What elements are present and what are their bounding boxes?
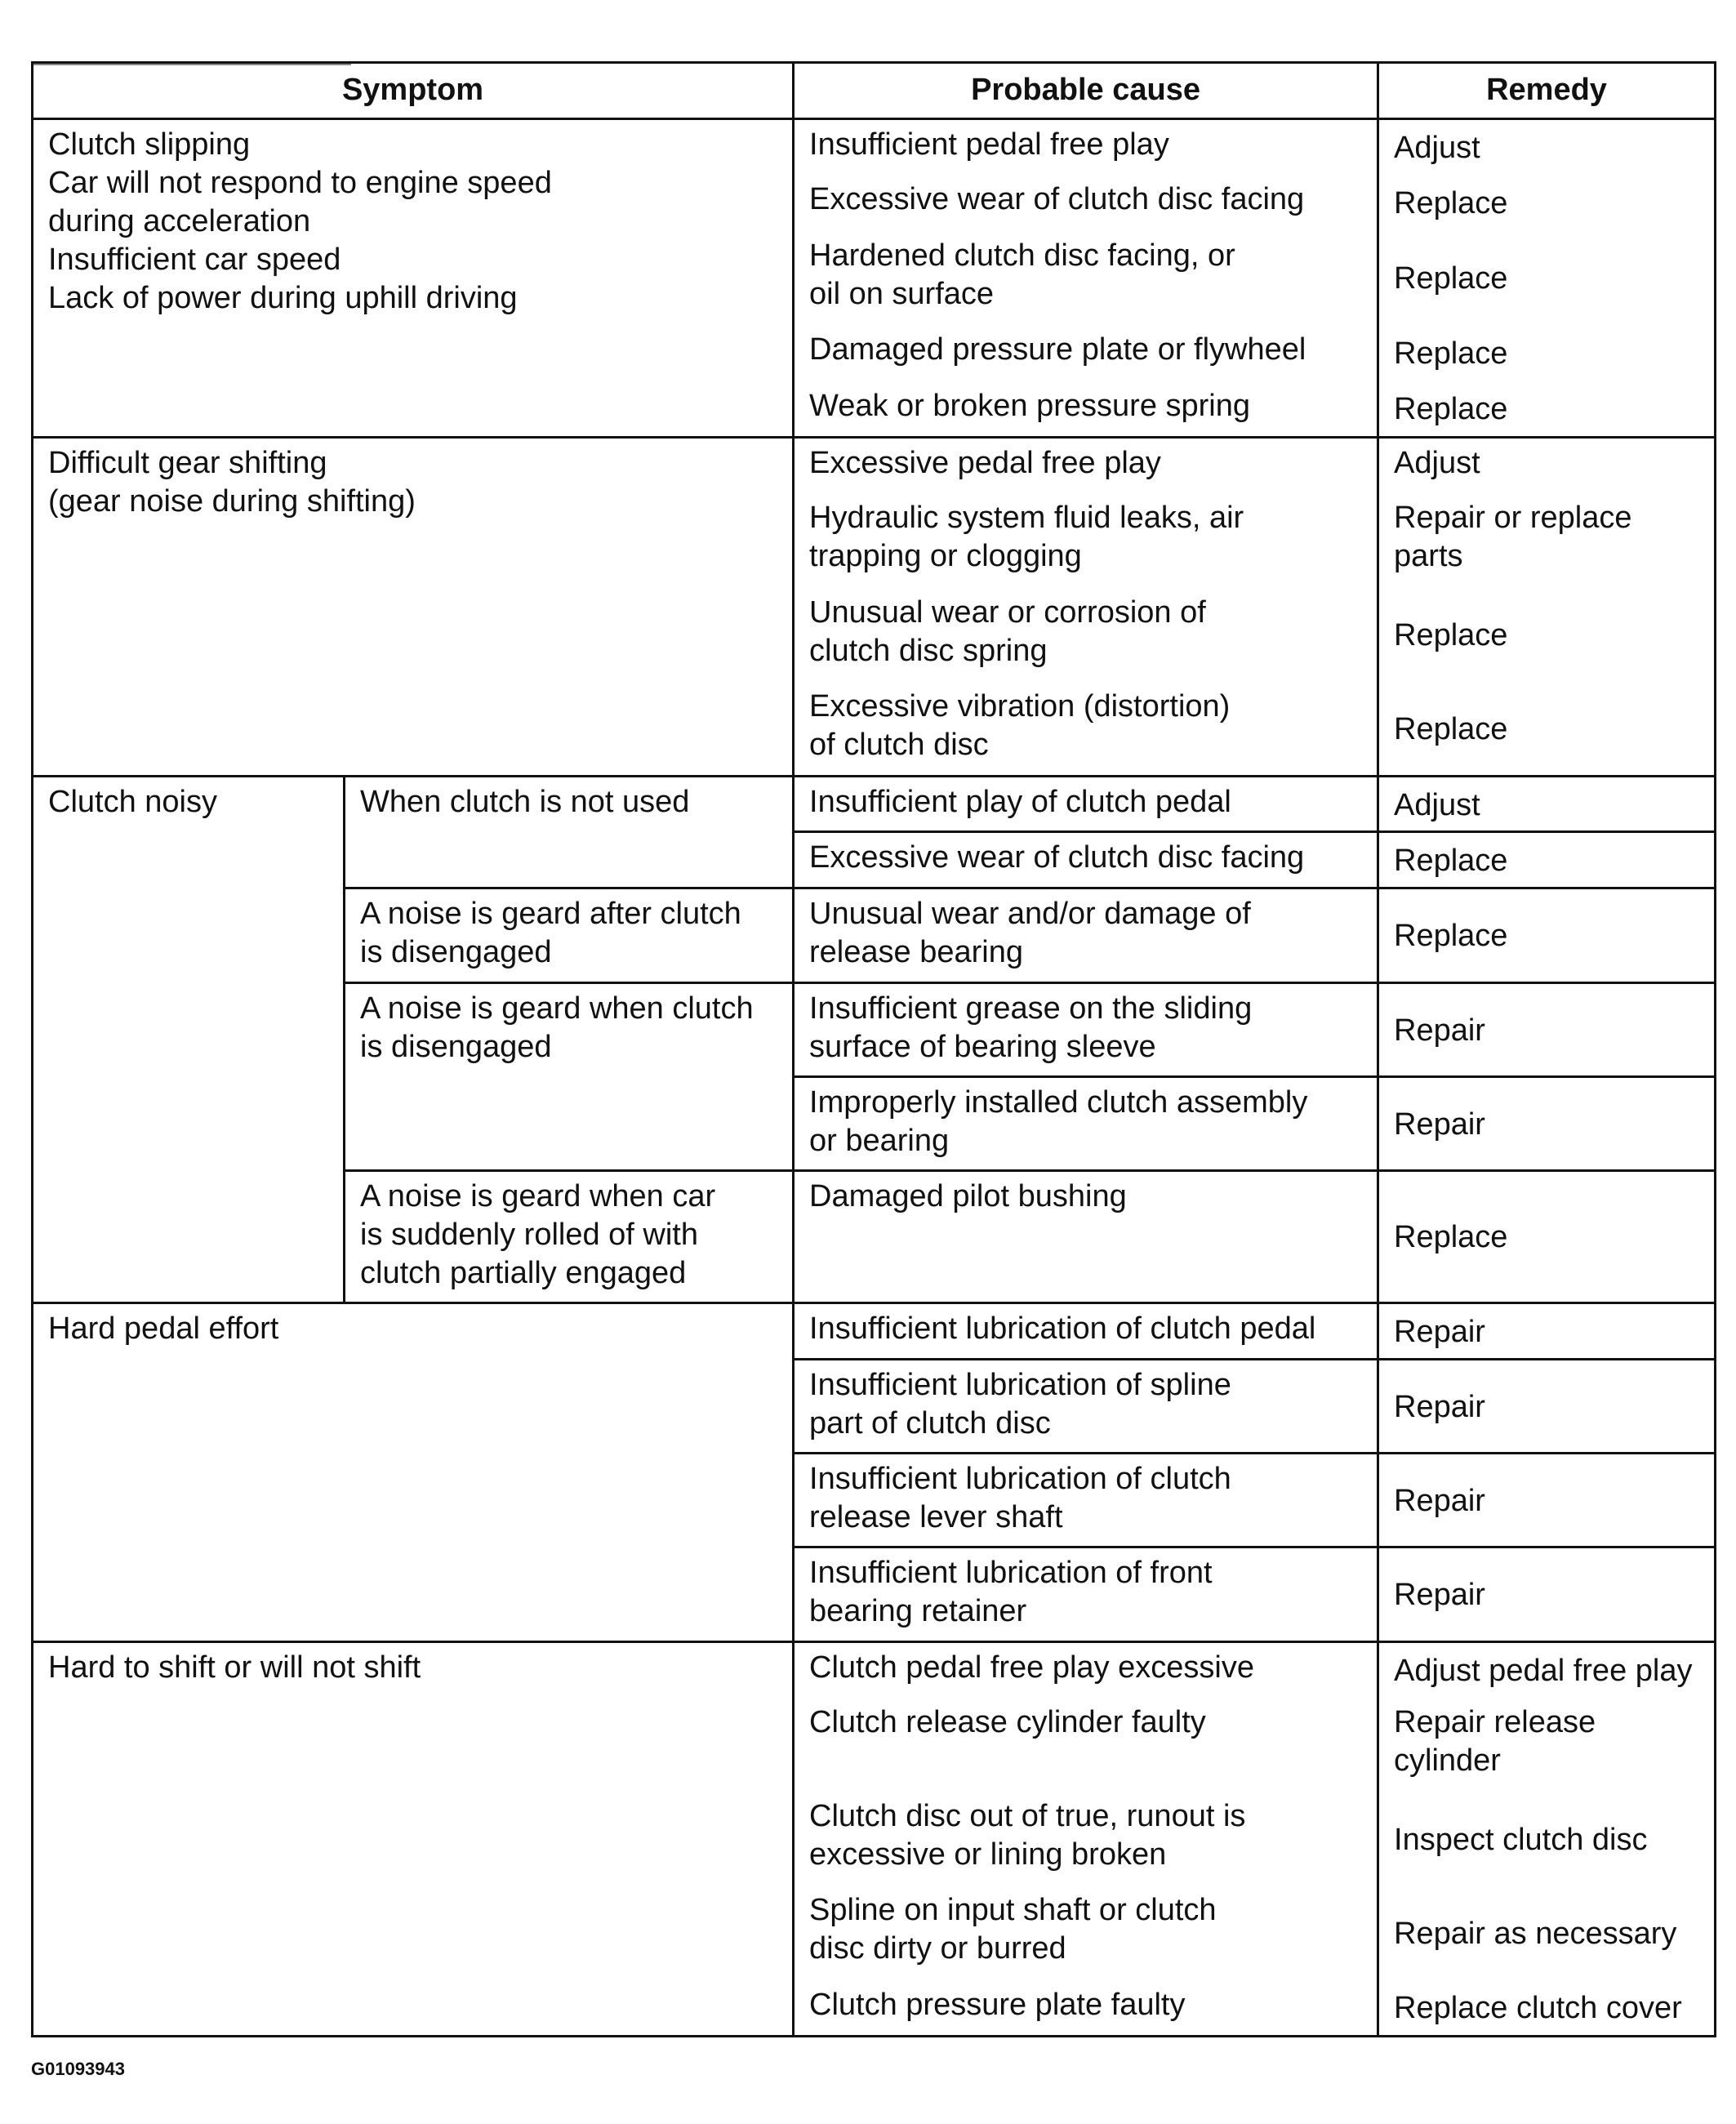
symptom-clutch-slipping: Clutch slipping Car will not respond to engine speed during acceleration Insufficient car speed Lack of power during uphill driving [33,118,794,437]
symptom-clutch-noisy: Clutch noisy [33,776,345,1302]
remedy-cell: Repair [1378,1359,1716,1453]
cause-cell: Weak or broken pressure spring [794,381,1378,438]
table-row [33,118,1716,175]
cause-cell: Excessive wear of clutch disc facing [794,175,1378,231]
cause-cell: Unusual wear or corrosion of clutch disc spring [794,588,1378,682]
remedy-cell: Replace [1378,682,1716,776]
figure-code: G01093943 [31,2059,125,2079]
header-row [33,63,1716,119]
remedy-cell: Replace [1378,832,1716,888]
remedy-cell: Adjust [1378,776,1716,832]
cause-cell: Insufficient lubrication of front bearing retainer [794,1547,1378,1641]
header-symptom: Symptom [33,63,794,119]
remedy-cell: Replace [1378,325,1716,381]
remedy-cell: Repair [1378,1547,1716,1641]
remedy-cell: Replace [1378,231,1716,325]
remedy-cell: Replace [1378,1171,1716,1303]
remedy-cell: Replace [1378,175,1716,231]
header-remedy: Remedy [1378,63,1716,119]
cause-cell: Damaged pressure plate or flywheel [794,325,1378,381]
cause-cell: Hydraulic system fluid leaks, air trapping or clogging [794,493,1378,587]
cause-cell: Insufficient play of clutch pedal [794,776,1378,832]
cause-cell: Insufficient lubrication of clutch release lever shaft [794,1453,1378,1547]
cause-cell: Clutch release cylinder faulty [794,1698,1378,1792]
cause-cell: Damaged pilot bushing [794,1171,1378,1303]
remedy-cell: Replace [1378,888,1716,982]
remedy-cell: Repair [1378,1076,1716,1170]
remedy-cell: Replace [1378,588,1716,682]
remedy-cell: Repair [1378,982,1716,1076]
header-probable-cause: Probable cause [794,63,1378,119]
remedy-cell: Replace [1378,381,1716,438]
table-row [33,438,1716,494]
cause-cell: Excessive vibration (distortion) of clutch disc [794,682,1378,776]
cause-cell: Excessive pedal free play [794,438,1378,494]
cause-cell: Clutch pedal free play excessive [794,1641,1378,1698]
remedy-cell: Repair [1378,1453,1716,1547]
symptom-hard-pedal-effort: Hard pedal effort [33,1302,794,1641]
table-row [33,1302,1716,1359]
cause-cell: Improperly installed clutch assembly or bearing [794,1076,1378,1170]
symptom-difficult-gear-shifting: Difficult gear shifting (gear noise during shifting) [33,438,794,777]
remedy-cell: Repair or replace parts [1378,493,1716,587]
condition-cell: A noise is geard when car is suddenly rolled of with clutch partially engaged [345,1171,794,1303]
remedy-cell: Repair as necessary [1378,1886,1716,1979]
remedy-cell: Repair [1378,1302,1716,1359]
remedy-cell: Replace clutch cover [1378,1980,1716,2037]
cause-cell: Clutch pressure plate faulty [794,1980,1378,2037]
troubleshooting-table [31,61,1716,2037]
condition-cell: A noise is geard after clutch is disengaged [345,888,794,982]
remedy-cell: Adjust [1378,438,1716,494]
remedy-cell: Adjust [1378,118,1716,175]
table-row [33,776,1716,832]
remedy-cell: Repair release cylinder [1378,1698,1716,1792]
cause-cell: Insufficient grease on the sliding surface of bearing sleeve [794,982,1378,1076]
cause-cell: Clutch disc out of true, runout is excessive or lining broken [794,1792,1378,1886]
cause-cell: Spline on input shaft or clutch disc dirty or burred [794,1886,1378,1979]
condition-cell: A noise is geard when clutch is disengaged [345,982,794,1171]
cause-cell: Unusual wear and/or damage of release bearing [794,888,1378,982]
condition-cell: When clutch is not used [345,776,794,888]
cause-cell: Insufficient pedal free play [794,118,1378,175]
cause-cell: Hardened clutch disc facing, or oil on surface [794,231,1378,325]
table-row [33,1641,1716,1698]
remedy-cell: Inspect clutch disc [1378,1792,1716,1886]
cause-cell: Excessive wear of clutch disc facing [794,832,1378,888]
symptom-hard-to-shift: Hard to shift or will not shift [33,1641,794,2037]
remedy-cell: Adjust pedal free play [1378,1641,1716,1698]
cause-cell: Insufficient lubrication of spline part of clutch disc [794,1359,1378,1453]
cause-cell: Insufficient lubrication of clutch pedal [794,1302,1378,1359]
